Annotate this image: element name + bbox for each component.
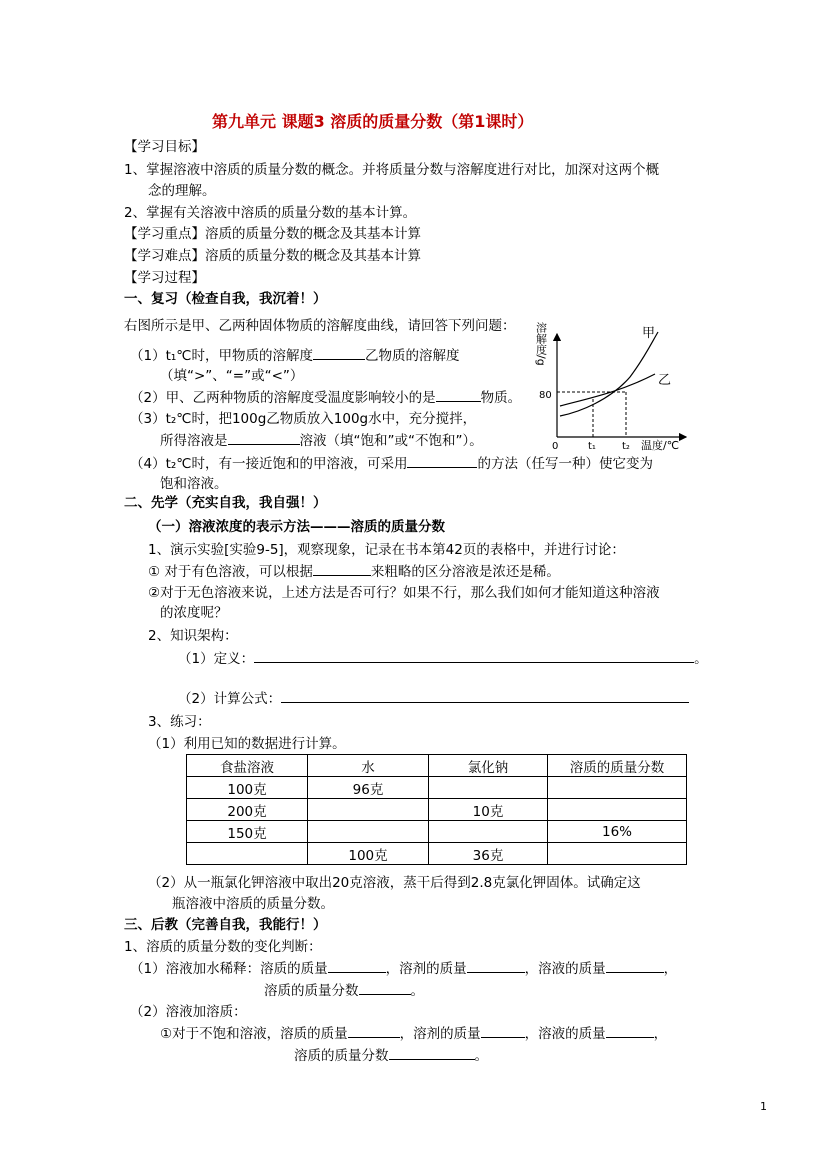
series-label-jia: 甲 xyxy=(642,326,656,341)
goal-2: 2、掌握有关溶液中溶质的质量分数的基本计算。 xyxy=(124,205,417,221)
table-cell[interactable]: 10克 xyxy=(429,799,548,821)
table-cell[interactable]: 16% xyxy=(548,821,687,843)
table-cell[interactable] xyxy=(429,821,548,843)
answer-blank[interactable] xyxy=(359,980,411,995)
answer-blank[interactable] xyxy=(313,561,371,576)
page-title: 第九单元 课题3 溶质的质量分数（第1课时） xyxy=(212,112,534,131)
review-heading: 一、复习（检查自我，我沉着！） xyxy=(124,291,327,307)
data-table xyxy=(186,754,687,865)
question-3-cont: 所得溶液是 溶液（填“饱和”或“不饱和”）。 xyxy=(160,430,483,451)
preview-item-1: 1、演示实验[实验9-5]，观察现象，记录在书本第42页的表格中，并进行讨论： xyxy=(148,542,625,558)
question-1: （1）t₁℃时，甲物质的溶解度 乙物质的溶解度 xyxy=(130,345,459,366)
question-4: （4）t₂℃时，有一接近饱和的甲溶液，可采用 的方法（任写一种）使它变为 xyxy=(130,453,653,474)
table-cell[interactable] xyxy=(429,777,548,799)
definition-blank[interactable] xyxy=(254,648,694,663)
preview-item-1b: ②对于无色溶液来说，上述方法是否可行？如果不行，那么我们如何才能知道这种溶液 xyxy=(148,585,660,601)
x-tick-label: t₂ xyxy=(622,441,630,452)
exercise-2: （2）从一瓶氯化钾溶液中取出20克溶液，蒸干后得到2.8克氯化钾固体。试确定这 xyxy=(148,875,641,891)
add-solute-line-cont: 溶质的质量分数 。 xyxy=(294,1045,488,1066)
formula-blank[interactable] xyxy=(281,688,689,703)
answer-blank[interactable] xyxy=(389,1045,475,1060)
key-point: 【学习重点】溶质的质量分数的概念及其基本计算 xyxy=(124,226,421,242)
answer-blank[interactable] xyxy=(348,1023,400,1038)
table-header-row xyxy=(187,755,687,777)
answer-blank[interactable] xyxy=(436,387,481,402)
table-cell[interactable]: 96克 xyxy=(308,777,429,799)
question-3: （3）t₂℃时，把100g乙物质放入100g水中，充分搅拌， xyxy=(130,411,477,427)
answer-blank[interactable] xyxy=(481,1023,525,1038)
table-row xyxy=(187,777,687,799)
table-cell[interactable]: 100克 xyxy=(187,777,308,799)
answer-blank[interactable] xyxy=(407,453,477,468)
dilution-line-cont: 溶质的质量分数 。 xyxy=(264,980,424,1001)
process-heading: 【学习过程】 xyxy=(124,270,205,286)
preview-item-3: 3、练习： xyxy=(148,714,211,730)
table-cell[interactable] xyxy=(187,843,308,865)
table-cell[interactable] xyxy=(548,777,687,799)
y-axis-label: 溶解度/g xyxy=(534,322,548,366)
table-cell[interactable]: 200克 xyxy=(187,799,308,821)
page-number: 1 xyxy=(760,1100,767,1113)
answer-blank[interactable] xyxy=(467,958,525,973)
answer-blank[interactable] xyxy=(328,958,386,973)
exercise-2-cont: 瓶溶液中溶质的质量分数。 xyxy=(172,896,334,912)
preview-item-1b-cont: 的浓度呢？ xyxy=(160,605,228,621)
table-header-cell: 食盐溶液 xyxy=(187,755,308,777)
dilution-line: （1）溶液加水稀释：溶质的质量 ，溶剂的质量 ，溶液的质量 ， xyxy=(130,958,677,979)
review-intro: 右图所示是甲、乙两种固体物质的溶解度曲线，请回答下列问题： xyxy=(124,318,516,334)
answer-blank[interactable] xyxy=(606,958,664,973)
goal-1: 1、掌握溶液中溶质的质量分数的概念。并将质量分数与溶解度进行对比，加深对这两个概 xyxy=(124,162,660,178)
series-line-jia xyxy=(560,332,658,416)
table-cell[interactable]: 100克 xyxy=(308,843,429,865)
x-tick-label: t₁ xyxy=(588,441,596,452)
table-cell[interactable]: 150克 xyxy=(187,821,308,843)
table-header-cell: 水 xyxy=(308,755,429,777)
series-label-yi: 乙 xyxy=(658,373,672,388)
exercise-1: （1）利用已知的数据进行计算。 xyxy=(148,736,346,752)
formula-line: （2）计算公式： xyxy=(178,688,689,709)
preview-item-1a: ① 对于有色溶液，可以根据 来粗略的区分溶液是浓还是稀。 xyxy=(148,561,560,582)
table-cell[interactable] xyxy=(548,843,687,865)
preview-heading: 二、先学（充实自我，我自强！） xyxy=(124,495,327,511)
preview-subheading: （一）溶液浓度的表示方法———溶质的质量分数 xyxy=(148,519,445,535)
table-cell[interactable] xyxy=(548,799,687,821)
table-cell[interactable] xyxy=(308,821,429,843)
series-line-yi xyxy=(560,374,655,406)
x-tick-label: 0 xyxy=(552,441,559,452)
y-tick-label: 80 xyxy=(539,390,552,401)
table-row xyxy=(187,799,687,821)
goals-heading: 【学习目标】 xyxy=(124,139,205,155)
after-heading: 三、后教（完善自我，我能行！） xyxy=(124,917,327,933)
add-solute-line: ①对于不饱和溶液，溶质的质量 ，溶剂的质量 ，溶液的质量 ， xyxy=(160,1023,667,1044)
difficulty: 【学习难点】溶质的质量分数的概念及其基本计算 xyxy=(124,248,421,264)
answer-blank[interactable] xyxy=(313,345,365,360)
x-axis-label: 温度/℃ xyxy=(641,439,680,452)
table-row xyxy=(187,843,687,865)
answer-blank[interactable] xyxy=(606,1023,654,1038)
question-1-hint: （填“>”、“=”或“<”） xyxy=(160,368,304,384)
question-4-cont: 饱和溶液。 xyxy=(160,476,228,492)
answer-blank[interactable] xyxy=(228,430,300,445)
after-item-1: 1、溶质的质量分数的变化判断： xyxy=(124,939,322,955)
table-cell[interactable] xyxy=(308,799,429,821)
goal-1-cont: 念的理解。 xyxy=(148,183,216,199)
preview-item-2: 2、知识架构： xyxy=(148,628,238,644)
definition-line: （1）定义： 。 xyxy=(178,648,708,669)
table-row xyxy=(187,821,687,843)
table-header-cell: 溶质的质量分数 xyxy=(548,755,687,777)
question-2: （2）甲、乙两种物质的溶解度受温度影响较小的是 物质。 xyxy=(130,387,521,408)
table-cell[interactable]: 36克 xyxy=(429,843,548,865)
add-solute-heading: （2）溶液加溶质： xyxy=(130,1004,247,1020)
solubility-chart xyxy=(530,312,690,454)
table-header-cell: 氯化钠 xyxy=(429,755,548,777)
